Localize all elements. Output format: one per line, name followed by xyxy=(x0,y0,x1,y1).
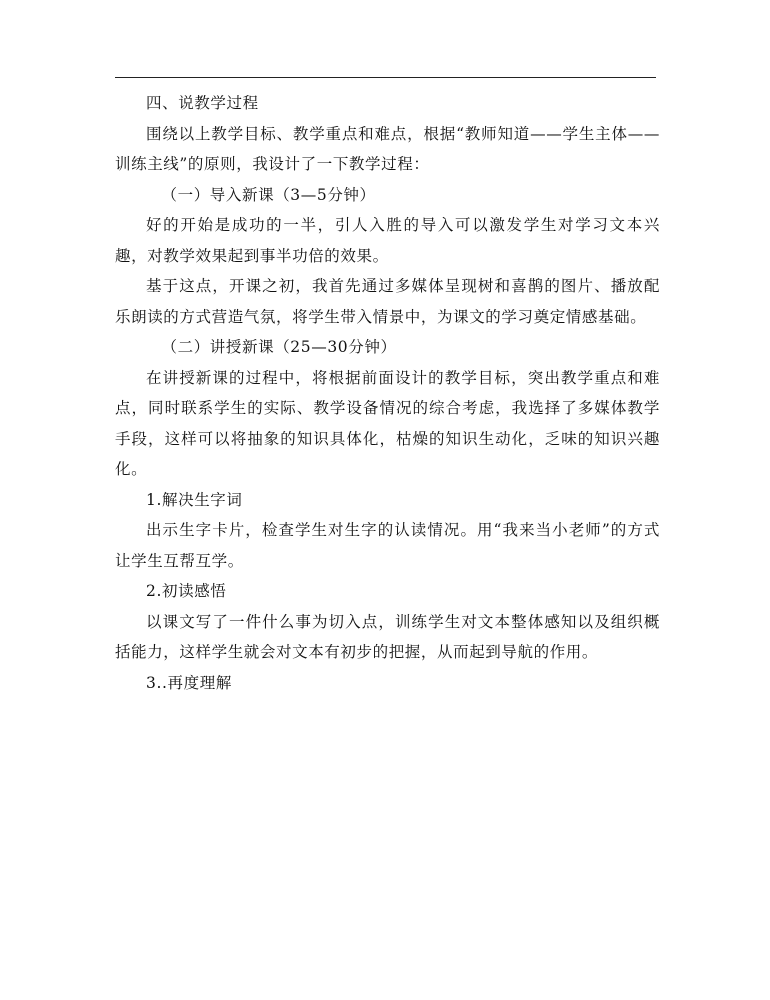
item-heading-deeper-understanding: 3..再度理解 xyxy=(146,673,232,692)
paragraph-teaching-method: 在讲授新课的过程中，将根据前面设计的教学目标，突出教学重点和难点，同时联系学生的实际、教学设备情况的综合考虑，我选择了多媒体教学手段，这样可以将抽象的知识具体化，枯燥的知识生动化，乏味的知识兴趣化。 xyxy=(115,368,660,478)
paragraph-multimedia-opening: 基于这点，开课之初，我首先通过多媒体呈现树和喜鹊的图片、播放配乐朗读的方式营造气氛，将学生带入情景中，为课文的学习奠定情感基础。 xyxy=(115,277,660,326)
paragraph-good-start: 好的开始是成功的一半，引人入胜的导入可以激发学生对学习文本兴趣，对教学效果起到事半功倍的效果。 xyxy=(115,216,660,265)
item-heading-first-reading: 2.初读感悟 xyxy=(146,582,227,600)
subheading-import-lesson: （一）导入新课（3—5分钟） xyxy=(161,185,376,204)
header-rule xyxy=(115,77,656,78)
paragraph-first-reading: 以课文写了一件什么事为切入点，训练学生对文本整体感知以及组织概括能力，这样学生就会对文本有初步的把握，从而起到导航的作用。 xyxy=(115,612,660,661)
item-heading-new-words: 1.解决生字词 xyxy=(146,490,243,509)
subheading-new-lesson: （二）讲授新课（25—30分钟） xyxy=(161,338,397,356)
paragraph-new-words: 出示生字卡片，检查学生对生字的认读情况。用“我来当小老师”的方式让学生互帮互学。 xyxy=(115,521,660,570)
document-body xyxy=(115,88,660,698)
section-heading-teaching-process: 四、说教学过程 xyxy=(146,94,259,112)
paragraph-intro: 围绕以上教学目标、教学重点和难点，根据“教师知道——学生主体——训练主线”的原则，我设计了一下教学过程： xyxy=(115,124,660,173)
